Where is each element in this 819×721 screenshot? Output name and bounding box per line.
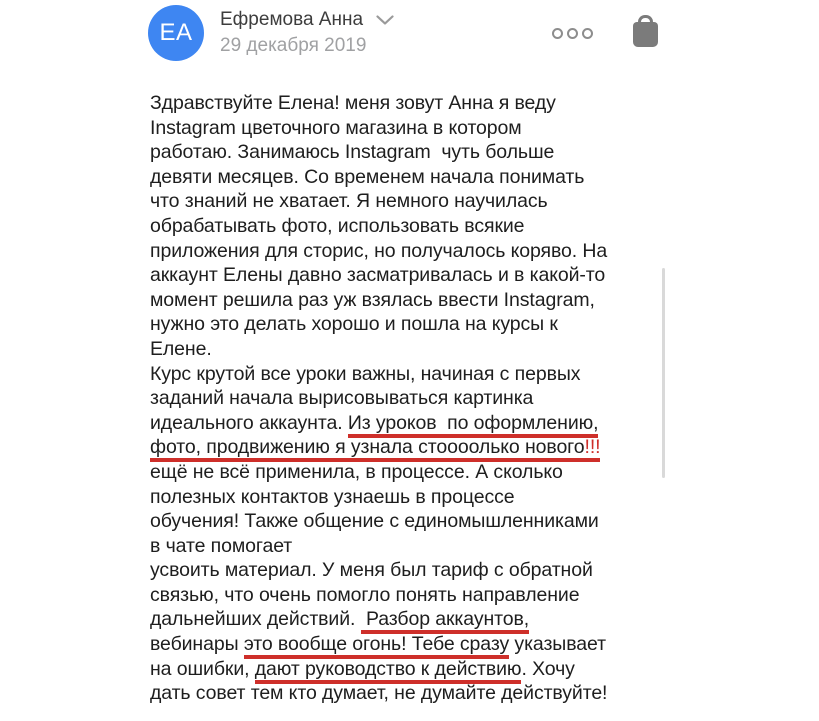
- underlined-text-segment: это вообще огонь! Тебе сразу: [244, 633, 509, 659]
- review-text: [150, 91, 607, 706]
- text-segment: аккаунт Елены давно засматривалась и в какой-то: [150, 264, 606, 287]
- text-segment: ещё не всё применила, в процессе. А сколько: [150, 460, 563, 483]
- message-line: [150, 337, 607, 362]
- underlined-text-segment: Из уроков по оформлению,: [348, 412, 599, 438]
- text-segment: . Хочу: [521, 657, 575, 680]
- message-line: [150, 263, 607, 288]
- message-line: [150, 116, 607, 141]
- text-segment: работаю. Занимаюсь Instagram чуть больше: [150, 141, 555, 164]
- message-line: [150, 509, 607, 534]
- reviewer-name: Ефремова Анна: [220, 9, 364, 30]
- underlined-text-segment: фото, продвижению я узнала стоооолько нового: [150, 436, 585, 462]
- scrollbar-thumb[interactable]: [662, 268, 665, 478]
- message-line: [150, 681, 607, 706]
- message-line: [150, 607, 607, 632]
- text-segment: указывает: [509, 633, 606, 656]
- text-segment: вебинары: [150, 633, 244, 656]
- message-line: [150, 632, 607, 657]
- message-line: [150, 411, 607, 436]
- dot-icon: [567, 28, 578, 39]
- text-segment: Здравствуйте Елена! меня зовут Анна я веду: [150, 92, 556, 114]
- more-options-button[interactable]: [552, 28, 593, 39]
- message-line: [150, 189, 607, 214]
- message-line: [150, 312, 607, 337]
- text-segment: обрабатывать фото, использовать всякие: [150, 214, 525, 237]
- text-segment: момент решила раз уж взялась ввести Instagram,: [150, 288, 595, 311]
- dot-icon: [552, 28, 563, 39]
- underlined-text-segment: Разбор аккаунтов,: [361, 608, 529, 634]
- message-line: [150, 534, 607, 559]
- message-line: [150, 657, 607, 682]
- message-line: [150, 214, 607, 239]
- text-segment: нужно это делать хорошо и пошла на курсы к: [150, 313, 558, 336]
- review-date: 29 декабря 2019: [220, 35, 367, 56]
- text-segment: усвоить материал. У меня был тариф с обратной: [150, 559, 593, 582]
- text-segment: дальнейших действий.: [150, 608, 361, 631]
- text-segment: заданий начала вырисовываться картинка: [150, 387, 534, 410]
- underlined-text-segment: !!!: [585, 436, 601, 462]
- text-segment: девяти месяцев. Со временем начала понимать: [150, 165, 585, 188]
- message-line: [150, 583, 607, 608]
- text-segment: Курс крутой все уроки важны, начиная с первых: [150, 362, 581, 385]
- message-line: [150, 140, 607, 165]
- text-segment: дать совет тем кто думает, не думайте действуйте!: [150, 682, 608, 705]
- chevron-down-icon[interactable]: [376, 13, 394, 31]
- avatar[interactable]: [148, 5, 204, 61]
- text-segment: что знаний не хватает. Я немного научилась: [150, 190, 548, 213]
- delete-button[interactable]: [630, 15, 660, 47]
- text-segment: в чате помогает: [150, 534, 293, 557]
- text-segment: Instagram цветочного магазина в котором: [150, 116, 522, 139]
- text-segment: связью, что очень помогло понять направление: [150, 583, 580, 606]
- message-line: [150, 386, 607, 411]
- message-line: [150, 362, 607, 387]
- message-line: [150, 288, 607, 313]
- message-line: [150, 558, 607, 583]
- underlined-text-segment: дают руководство к действию: [255, 658, 522, 684]
- message-line: [150, 91, 607, 116]
- text-segment: Елене.: [150, 337, 212, 360]
- text-segment: обучения! Также общение с единомышленниками: [150, 510, 599, 533]
- message-line: [150, 435, 607, 460]
- message-line: [150, 485, 607, 510]
- trash-icon: [633, 22, 658, 47]
- dot-icon: [582, 28, 593, 39]
- text-segment: на ошибки,: [150, 657, 255, 680]
- header-info: [220, 9, 394, 57]
- text-segment: полезных контактов узнаешь в процессе: [150, 485, 515, 508]
- message-line: [150, 239, 607, 264]
- avatar-initials: EA: [159, 19, 193, 46]
- text-segment: приложения для сторис, но получалось коряво. На: [150, 239, 608, 262]
- message-line: [150, 165, 607, 190]
- text-segment: идеального аккаунта.: [150, 411, 348, 434]
- message-line: [150, 460, 607, 485]
